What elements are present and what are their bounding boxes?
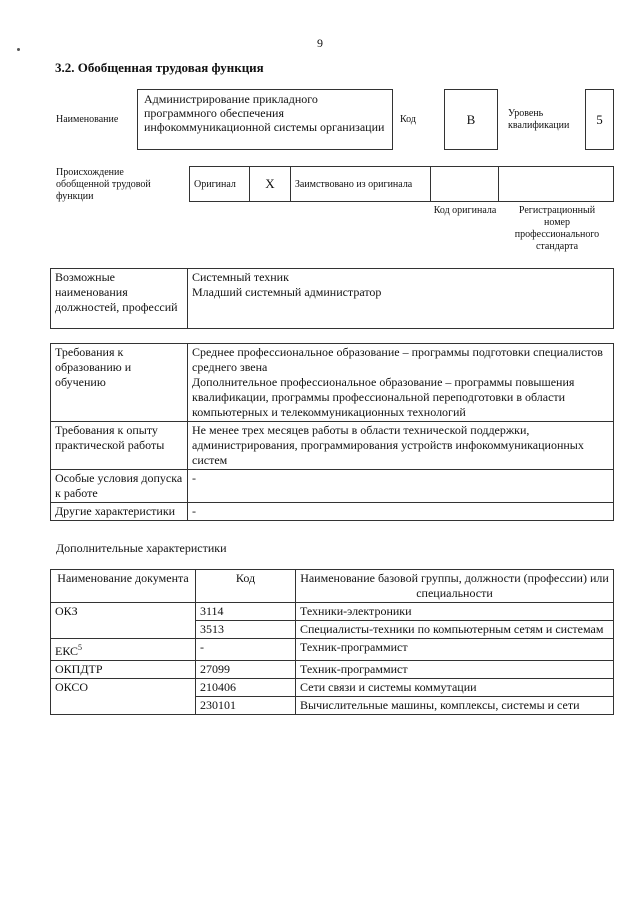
- name-cell: Специалисты-техники по компьютерным сетям и системам: [296, 621, 614, 639]
- name-cell: Техник-программист: [296, 661, 614, 679]
- req-label: Другие характеристики: [51, 503, 188, 521]
- code-cell: 3513: [196, 621, 296, 639]
- req-line: Среднее профессиональное образование – программы подготовки специалистов среднего звена: [192, 345, 603, 374]
- origin-label: Происхождение обобщенной трудовой функции: [56, 167, 151, 202]
- req-value: -: [188, 503, 614, 521]
- function-name-box: Администрирование прикладного программного обеспечения инфокоммуникационной системы организации: [137, 89, 393, 150]
- positions-label: Возможные наименования должностей, профессий: [51, 269, 188, 329]
- code-original-cell: [430, 167, 499, 202]
- name-cell: Техники-электроники: [296, 603, 614, 621]
- name-cell: Вычислительные машины, комплексы, системы и сети: [296, 697, 614, 715]
- table-row: [51, 621, 614, 639]
- original-label: Оригинал: [190, 167, 250, 202]
- extra-table: [50, 569, 614, 715]
- doc-cell: [51, 621, 196, 639]
- function-code-box: В: [444, 89, 498, 150]
- table-row: [51, 603, 614, 621]
- name-cell: Сети связи и системы коммутации: [296, 679, 614, 697]
- req-label: Особые условия допуска к работе: [51, 470, 188, 503]
- req-line: Не менее трех месяцев работы в области технической поддержки, администрирования, программирования устройств инфокоммуникационных систем: [192, 423, 584, 467]
- position-item: Младший системный администратор: [192, 285, 382, 299]
- code-cell: -: [196, 639, 296, 661]
- col-code-header: Код: [196, 570, 296, 603]
- table-row: [51, 639, 614, 661]
- positions-values: [188, 269, 614, 329]
- code-cell: 3114: [196, 603, 296, 621]
- positions-table: [50, 268, 614, 329]
- origin-table: [189, 166, 614, 202]
- level-label: Уровень квалификации: [508, 108, 570, 131]
- code-original-label: Код оригинала: [433, 205, 497, 216]
- req-label: Требования к образованию и обучению: [51, 344, 188, 422]
- page-number: 9: [317, 36, 323, 50]
- req-value: -: [188, 470, 614, 503]
- table-row: [51, 661, 614, 679]
- original-mark: Х: [249, 167, 290, 202]
- borrowed-label: Заимствовано из оригинала: [290, 167, 430, 202]
- code-cell: 210406: [196, 679, 296, 697]
- name-cell: Техник-программист: [296, 639, 614, 661]
- req-value: [188, 344, 614, 422]
- reg-number-label: Регистрационный номер профессионального стандарта: [514, 205, 600, 252]
- requirements-table: [50, 343, 614, 521]
- col-doc-header: Наименование документа: [51, 570, 196, 603]
- doc-cell: ОКЗ: [51, 603, 196, 621]
- doc-cell: ОКПДТР: [51, 661, 196, 679]
- extra-title: Дополнительные характеристики: [56, 541, 227, 555]
- doc-cell: ОКСО: [51, 679, 196, 697]
- code-cell: 230101: [196, 697, 296, 715]
- code-label: Код: [400, 114, 416, 125]
- code-cell: 27099: [196, 661, 296, 679]
- req-line: Дополнительное профессиональное образование – программы повышения квалификации, программы профессиональной переподготовки в области компьютерных и телекоммуникационных технологий: [192, 375, 575, 419]
- table-row: [51, 679, 614, 697]
- table-row: [51, 697, 614, 715]
- reg-number-cell: [499, 167, 614, 202]
- position-item: Системный техник: [192, 270, 289, 284]
- name-label: Наименование: [56, 114, 119, 125]
- qualification-level-box: 5: [585, 89, 614, 150]
- req-label: Требования к опыту практической работы: [51, 422, 188, 470]
- section-title: 3.2. Обобщенная трудовая функция: [55, 60, 264, 75]
- doc-cell: [51, 639, 196, 661]
- doc-cell: [51, 697, 196, 715]
- col-name-header: Наименование базовой группы, должности (профессии) или специальности: [296, 570, 614, 603]
- footnote-ref: 5: [78, 643, 83, 652]
- doc-text: ЕКС: [55, 644, 79, 658]
- req-value: [188, 422, 614, 470]
